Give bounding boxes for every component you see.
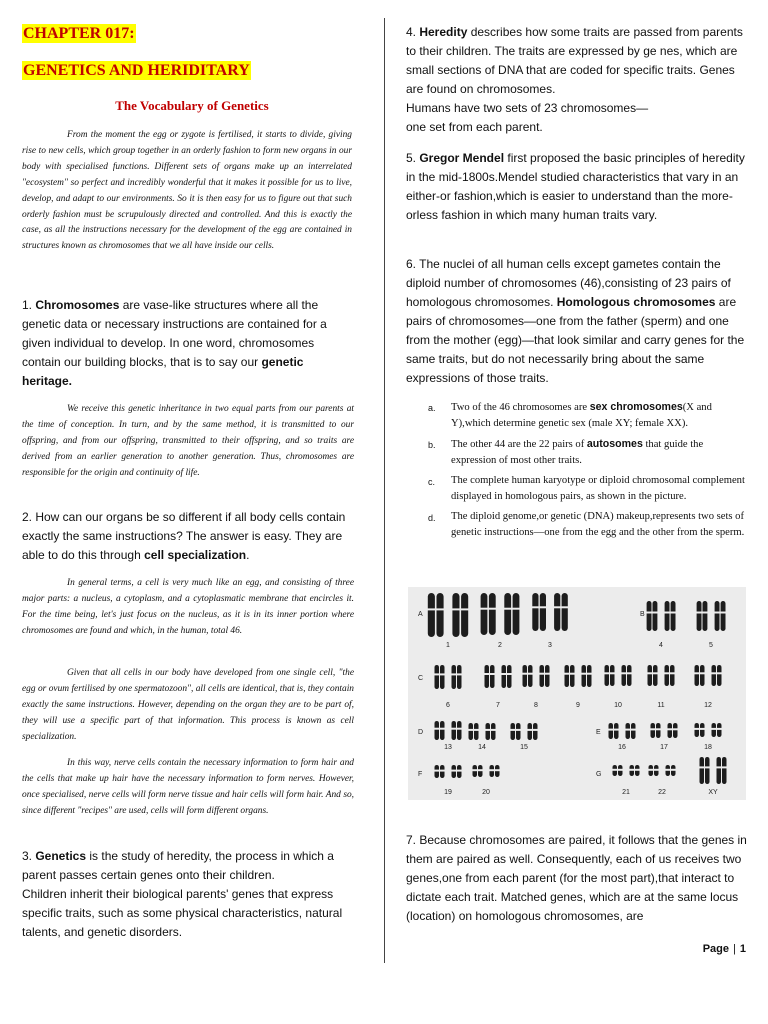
heredity-line-3: one set from each parent. — [406, 120, 543, 134]
genetics-line — [22, 847, 352, 885]
chromosome-centromere — [656, 728, 662, 730]
chromosome — [481, 593, 488, 635]
chromosome-centromere — [489, 769, 495, 771]
chromosome — [712, 665, 717, 686]
chromosome — [671, 601, 676, 631]
chromosome — [516, 723, 521, 740]
chromosome — [605, 665, 610, 686]
chromosome — [528, 723, 533, 740]
chromosome — [461, 593, 468, 637]
chromosome — [452, 721, 457, 740]
chromosome — [665, 665, 670, 686]
chromosome-centromere — [717, 728, 723, 730]
chromosome-centromere — [461, 608, 469, 610]
chromosome — [491, 723, 496, 740]
chromosome — [647, 601, 652, 631]
chromosome-centromere — [612, 769, 618, 771]
chromosome — [700, 665, 705, 686]
chromosome-centromere — [457, 673, 463, 675]
chromosome-number: 8 — [534, 702, 538, 709]
para-text: are vase-like structures where all the genetic data or necessary instructions are contained for a given individual to develop. In one word, chromosomes contain our building blocks, that is to say our — [22, 298, 327, 369]
chromosome-centromere — [670, 612, 676, 614]
karyotype-group-label: E — [596, 729, 601, 736]
chromosome-centromere — [440, 728, 446, 730]
chromosome — [656, 723, 661, 738]
chromosome — [695, 665, 700, 686]
chromosome-centromere — [648, 769, 654, 771]
chromosome-centromere — [434, 770, 440, 772]
chromosome-centromere — [474, 729, 480, 731]
chromosome-centromere — [667, 728, 673, 730]
chromosome — [627, 665, 632, 686]
paragraph-chromosomes — [22, 296, 340, 391]
chromosome-centromere — [440, 770, 446, 772]
chromosome-centromere — [618, 769, 624, 771]
chromosome — [485, 665, 490, 688]
chromosome-number: 20 — [482, 789, 490, 796]
karyotype-group-label: A — [418, 611, 423, 618]
chromosome-centromere — [512, 608, 520, 610]
chromosome-centromere — [564, 673, 570, 675]
karyotype-group-label: C — [418, 675, 424, 682]
chromosome — [565, 665, 570, 687]
chromosome — [668, 723, 673, 738]
chapter-heading — [22, 24, 136, 43]
list-text: The diploid genome,or genetic (DNA) makeup,represents two sets of genetic instructions—one from the egg and the other from the sperm. — [451, 511, 745, 538]
chromosome-number: 22 — [658, 789, 666, 796]
chromosome — [653, 601, 658, 631]
page-footer — [703, 943, 746, 955]
para-text: describes how some traits are passed from parents to their children. The traits are expressed by ge nes, which are small sections of DNA that are coded for specific traits. Genes are found on chromosomes. — [406, 25, 743, 96]
chromosome-centromere — [720, 612, 726, 614]
chromosome-centromere — [702, 612, 708, 614]
chromosome — [670, 665, 675, 686]
list-text: Two of the 46 chromosomes are — [451, 402, 590, 413]
chromosome-centromere — [480, 608, 488, 610]
chromosome-number: 5 — [709, 642, 713, 649]
chromosome-centromere — [532, 606, 539, 608]
chromosome — [511, 723, 516, 740]
chromosome-centromere — [654, 769, 660, 771]
chromosome-centromere — [451, 728, 457, 730]
para-text: is the study of heredity, the process in which a parent passes certain genes onto their children. — [22, 849, 334, 882]
chromosome-number: 17 — [660, 744, 668, 751]
chromosome — [489, 593, 496, 635]
para-number: 5. — [406, 151, 420, 165]
chromosome-centromere — [650, 728, 656, 730]
chromosome-centromere — [671, 769, 677, 771]
chromosome-centromere — [631, 729, 637, 731]
chromosome — [700, 757, 705, 784]
term-gregor-mendel: Gregor Mendel — [419, 151, 505, 165]
chromosome-number: 12 — [704, 702, 712, 709]
chromosome-centromere — [653, 672, 659, 674]
chromosome-centromere — [581, 673, 587, 675]
genetics-line-2: Children inherit their biological parents' genes that express specific traits, such as some physical characteristics, natural talents, and genetic disorders. — [22, 887, 343, 939]
intro-paragraph: From the moment the egg or zygote is fertilised, it starts to divide, giving rise to new cells, which group together in an orderly fashion to form new organs in our body with specialised functions. Different sets of organs make up an interrelated "ecosystem" so perfect and incredibly wonderful that it makes it possible for us to live, develop, and adapt to our environments. So it is then easy for us to figure out that such orderly fashion must be scrupulously directed and controlled. And this is exactly the case, as all the instructions necessary for the development of the egg are contained in structures known as chromosomes that we all have inside our cells. — [22, 130, 352, 252]
chromosome-centromere — [673, 728, 679, 730]
chromosome-centromere — [451, 770, 457, 772]
chromosome-number: 21 — [622, 789, 630, 796]
chromosome-centromere — [635, 769, 641, 771]
chromosome — [452, 665, 457, 689]
chromosome — [469, 723, 474, 740]
chromosome — [513, 593, 520, 635]
chapter-title-text: GENETICS AND HERIDITARY — [23, 62, 250, 79]
paragraph-nuclei — [406, 255, 748, 388]
chromosome-centromere — [646, 612, 652, 614]
chromosome — [582, 665, 587, 687]
list-item — [428, 509, 748, 541]
term-sex-chromosomes: sex chromosomes — [589, 401, 683, 413]
chromosome — [504, 593, 511, 635]
chromosome-centromere — [625, 729, 631, 731]
chromosome — [700, 723, 705, 737]
chromosome-number: 15 — [520, 744, 528, 751]
chromosome-centromere — [472, 769, 478, 771]
para-text: first proposed the basic principles of heredity in the mid-1800s.Mendel studied characteristics that vary in an either-or fashion,which is easier to understand than the more-orless fashion in which many human traits vary. — [406, 151, 745, 222]
chromosome — [587, 665, 592, 687]
chromosome-centromere — [490, 673, 496, 675]
chromosome-centromere — [491, 729, 497, 731]
chromosome — [703, 601, 708, 631]
chromosome-centromere — [716, 766, 722, 768]
chromosome-centromere — [717, 672, 723, 674]
paragraph-genetics — [22, 847, 352, 942]
chromosome-centromere — [700, 672, 706, 674]
chromosome — [570, 665, 575, 687]
chromosome — [437, 593, 444, 637]
chromosome — [540, 593, 546, 631]
chromosome-list — [428, 399, 748, 541]
karyotype-svg — [408, 587, 746, 800]
para-text-2: are pairs of chromosomes—one from the father (sperm) and one from the mother (egg)—that look similar and carry genes for the same traits, but do not necessarily bring about the same expressions of those traits. — [406, 295, 745, 385]
chromosome-centromere — [610, 672, 616, 674]
chromosome-number: 13 — [444, 744, 452, 751]
term-autosomes: autosomes — [586, 438, 643, 450]
chromosome — [717, 665, 722, 686]
chromosome-centromere — [714, 612, 720, 614]
chromosome-number: 16 — [618, 744, 626, 751]
chromosome — [545, 665, 550, 687]
chromosome-centromere — [485, 729, 491, 731]
chromosome — [648, 665, 653, 686]
chromosome — [533, 723, 538, 740]
chromosome-centromere — [627, 672, 633, 674]
term-homologous-chromosomes: Homologous chromosomes — [556, 295, 716, 309]
chromosome-centromere — [478, 769, 484, 771]
chromosome-centromere — [670, 672, 676, 674]
para-number: 1. — [22, 298, 36, 312]
karyotype-group-label: B — [640, 611, 645, 618]
list-item — [428, 473, 748, 505]
chromosome-centromere — [434, 673, 440, 675]
paragraph-cell-specialization — [22, 508, 352, 565]
chromosome — [528, 665, 533, 687]
chromosome — [554, 593, 560, 631]
chromosome-centromere — [434, 728, 440, 730]
chromosome — [609, 723, 614, 739]
chromosome — [695, 723, 700, 737]
term-heredity: Heredity — [419, 25, 468, 39]
chromosome — [721, 601, 726, 631]
chromosome-number: XY — [708, 789, 718, 796]
chromosome-centromere — [457, 770, 463, 772]
chromosome-centromere — [527, 729, 533, 731]
chromosome — [631, 723, 636, 739]
para-text: 2. How can our organs be so different if all body cells contain exactly the same instructions? The answer is easy. They are able to do this through — [22, 510, 346, 562]
chromosome-number: 7 — [496, 702, 500, 709]
chromosome — [653, 665, 658, 686]
chromosome-centromere — [495, 769, 501, 771]
chromosome-centromere — [652, 612, 658, 614]
chromosome — [486, 723, 491, 740]
term-genetic-heritage: genetic heritage. — [22, 355, 304, 388]
chromosome-centromere — [533, 729, 539, 731]
chromosome-centromere — [468, 729, 474, 731]
cell-note-1: In general terms, a cell is very much like an egg, and consisting of three major parts: a nucleus, a cytoplasm, and a cytoplasmatic membrane that encircles it. For the time being, let's just focus on the nucleus, as it is in its inner portion where chromosomes are found and which, in the human, total 46. — [22, 578, 354, 636]
chromosome-centromere — [608, 729, 614, 731]
chromosome — [610, 665, 615, 686]
chromosome-centromere — [545, 673, 551, 675]
paragraph-paired-genes: 7. Because chromosomes are paired, it follows that the genes in them are paired as well. Consequently, each of us receives two genes,one from each parent (for the most part),that interact to dictate each trait. Matched genes, which are at the same locus (location) on homologous chromosomes, are — [406, 833, 747, 923]
chromosome-centromere — [604, 672, 610, 674]
chromosome — [540, 665, 545, 687]
chromosome-number: 3 — [548, 642, 552, 649]
list-item — [428, 399, 748, 432]
chromosome-centromere — [507, 673, 513, 675]
chromosome-number: 11 — [657, 702, 665, 709]
chromosome-number: 4 — [659, 642, 663, 649]
chromosome-centromere — [539, 673, 545, 675]
chromosome — [523, 665, 528, 687]
chromosome-number: 2 — [498, 642, 502, 649]
chromosome-centromere — [694, 672, 700, 674]
karyotype-group-label: G — [596, 771, 602, 778]
term-genetics: Genetics — [35, 849, 87, 863]
term-cell-specialization: cell specialization — [144, 548, 247, 562]
chromosome — [428, 593, 435, 637]
chromosome — [457, 665, 462, 689]
chromosome — [651, 723, 656, 738]
cell-note-2: Given that all cells in our body have developed from one single cell, "the egg or ovum fertilised by one spermatozoon", all cells are identical, that is, they contain exactly the same instructions. However, depending on the organ they are to be part of, they will use a specific part of that information. This process is known as cell specialization. — [22, 668, 354, 742]
chromosome-centromere — [696, 612, 702, 614]
chromosome-centromere — [516, 729, 522, 731]
karyotype-group-label: F — [418, 771, 423, 778]
chromosome-centromere — [451, 673, 457, 675]
chromosome-centromere — [664, 612, 670, 614]
chromosome — [665, 601, 670, 631]
chromosome — [697, 601, 702, 631]
chromosome-centromere — [694, 728, 700, 730]
list-marker: d. — [428, 513, 436, 523]
section-subtitle: The Vocabulary of Genetics — [115, 98, 269, 113]
chapter-title — [22, 61, 251, 80]
para-text: 6. The nuclei of all human cells except gametes contain the diploid number of chromosomes (46),consisting of 23 pairs of homologous chromosomes. — [406, 257, 731, 309]
chromosome — [507, 665, 512, 688]
chromosome-number: 14 — [478, 744, 486, 751]
chromosome — [715, 601, 720, 631]
page-separator: | — [733, 943, 736, 955]
chromosome-number: 19 — [444, 789, 452, 796]
chromosome — [626, 723, 631, 739]
chromosome-centromere — [587, 673, 593, 675]
chromosome-centromere — [614, 729, 620, 731]
chromosome-centromere — [504, 608, 512, 610]
chromosome-centromere — [528, 673, 534, 675]
chromosome-centromere — [522, 673, 528, 675]
list-text: The complete human karyotype or diploid chromosomal complement displayed in homologous pairs, as shown in the picture. — [451, 475, 745, 502]
chromosome — [673, 723, 678, 738]
chromosome — [502, 665, 507, 688]
chromosome-centromere — [711, 672, 717, 674]
chromosome — [705, 757, 710, 784]
list-text-post: that guide the expression of most other traits. — [451, 439, 704, 466]
para-end: . — [246, 548, 250, 562]
list-marker: a. — [428, 403, 436, 413]
chromosome — [435, 665, 440, 689]
page-label: Page — [702, 943, 730, 955]
chromosome-centromere — [711, 728, 717, 730]
chromosome-centromere — [440, 673, 446, 675]
chromosome-number: 10 — [614, 702, 622, 709]
chromosomes-note: We receive this genetic inheritance in two equal parts from our parents at the time of conception. In turn, and by the same method, it is transmitted to our offspring, and from our offspring, transmitted to their offspring, and so traits are derived from an earlier generation to another generation. Thus, chromosomes are responsible for the origin and continuity of life. — [22, 404, 354, 478]
heredity-line — [406, 23, 748, 99]
chromosome — [440, 665, 445, 689]
chromosome — [717, 723, 722, 737]
list-text: The other 44 are the 22 pairs of — [451, 439, 587, 450]
chromosome-centromere — [452, 608, 460, 610]
chromosome-centromere — [554, 606, 561, 608]
chromosome — [490, 665, 495, 688]
list-marker: c. — [428, 477, 436, 487]
karyotype-group-label: D — [418, 729, 424, 736]
chromosome-centromere — [457, 728, 463, 730]
para-number: 3. — [22, 849, 36, 863]
chromosome-centromere — [501, 673, 507, 675]
chromosome-centromere — [621, 672, 627, 674]
chromosome-centromere — [664, 672, 670, 674]
chromosome — [452, 593, 459, 637]
chromosome-centromere — [647, 672, 653, 674]
chromosome — [440, 721, 445, 740]
chromosome — [614, 723, 619, 739]
chromosome — [457, 721, 462, 740]
chapter-label: CHAPTER 017: — [23, 25, 135, 42]
chromosome-centromere — [570, 673, 576, 675]
chromosome — [622, 665, 627, 686]
cell-note-3: In this way, nerve cells contain the necessary information to form hair and the cells that make up hair have the necessary information to form nerves. However, once specialised, nerve cells will form nerve tissue and hair cells will form hair. And so, since different "recipes" are used, cells will form different organs. — [22, 758, 354, 816]
chromosome — [435, 721, 440, 740]
paragraph-heredity — [406, 23, 748, 137]
list-marker: b. — [428, 440, 436, 450]
chromosome-centromere — [561, 606, 568, 608]
chromosome-centromere — [427, 608, 435, 610]
column-divider — [384, 18, 385, 963]
heredity-line-2: Humans have two sets of 23 chromosomes— — [406, 101, 649, 115]
chromosome-centromere — [665, 769, 671, 771]
term-chromosomes: Chromosomes — [35, 298, 120, 312]
chromosome-centromere — [436, 608, 444, 610]
chromosome — [717, 757, 722, 784]
chromosome — [532, 593, 538, 631]
paragraph-mendel — [406, 149, 748, 225]
chromosome-centromere — [539, 606, 546, 608]
chromosome — [722, 757, 727, 784]
list-item — [428, 436, 748, 469]
chromosome-number: 6 — [446, 702, 450, 709]
page-number: 1 — [739, 943, 746, 955]
chromosome-centromere — [705, 766, 711, 768]
para-number: 4. — [406, 25, 420, 39]
chromosome-number: 9 — [576, 702, 580, 709]
karyotype-image — [408, 587, 746, 800]
chromosome-centromere — [510, 729, 516, 731]
chromosome — [562, 593, 568, 631]
chromosome-number: 1 — [446, 642, 450, 649]
chromosome-centromere — [484, 673, 490, 675]
chromosome-centromere — [700, 728, 706, 730]
chromosome — [474, 723, 479, 740]
list-text-post: (X and Y),which determine genetic sex (male XY; female XX). — [451, 402, 712, 429]
chromosome-centromere — [699, 766, 705, 768]
chromosome-number: 18 — [704, 744, 712, 751]
chromosome-centromere — [722, 766, 728, 768]
chromosome-centromere — [488, 608, 496, 610]
chromosome-centromere — [629, 769, 635, 771]
chromosome — [712, 723, 717, 737]
